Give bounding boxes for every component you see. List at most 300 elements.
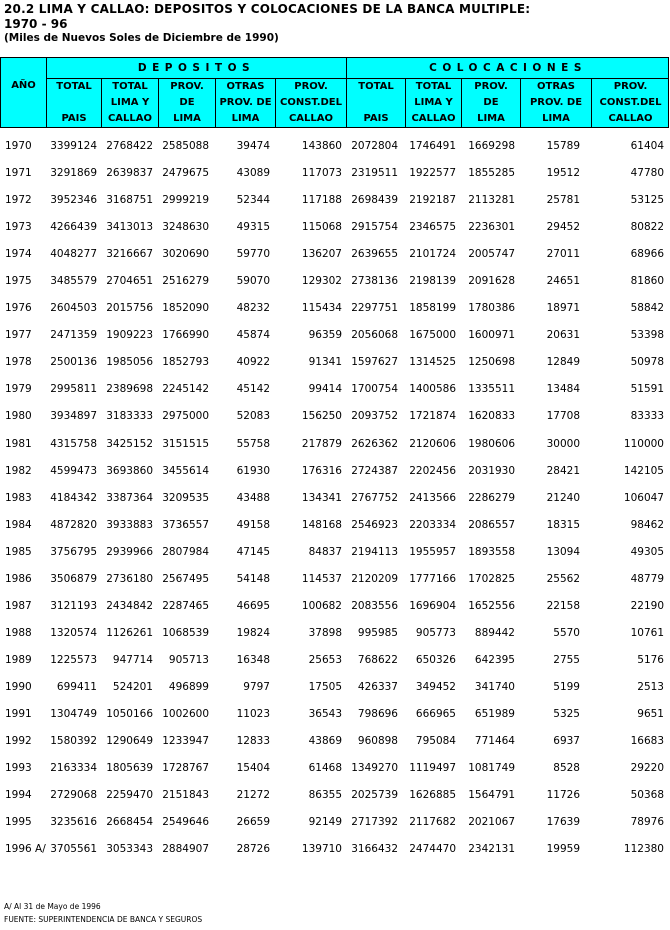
cell-dep-otras-prov: 45874 [236, 329, 270, 342]
cell-col-callao: 112380 [623, 843, 664, 856]
cell-dep-otras-prov: 48232 [236, 302, 270, 315]
year-cell: 1978 [5, 356, 32, 369]
cell-dep-otras-prov: 11023 [236, 707, 270, 720]
cell-col-total-pais: 798696 [357, 707, 398, 720]
cell-col-otras-prov: 30000 [546, 437, 580, 450]
cell-col-otras-prov: 27011 [546, 248, 580, 261]
cell-col-lima-callao: 2346575 [409, 221, 456, 234]
year-cell: 1982 [5, 464, 32, 477]
cell-col-otras-prov: 18971 [546, 302, 580, 315]
cell-col-otras-prov: 29452 [546, 221, 580, 234]
cell-col-callao: 50978 [630, 356, 664, 369]
cell-dep-total-pais: 3121193 [50, 599, 97, 612]
table-row [0, 317, 670, 344]
cell-col-callao: 61404 [630, 140, 664, 152]
table-title: 20.2 LIMA Y CALLAO: DEPOSITOS Y COLOCACIONES DE LA BANCA MULTIPLE: [4, 2, 531, 16]
cell-col-otras-prov: 13094 [546, 545, 580, 558]
year-cell: 1973 [5, 221, 32, 234]
cell-col-callao: 80822 [630, 221, 664, 234]
cell-col-callao: 16683 [630, 735, 664, 748]
year-cell: 1989 [5, 653, 32, 666]
cell-col-lima-callao: 349452 [415, 680, 456, 693]
cell-col-lima-callao: 2474470 [409, 843, 456, 856]
cell-dep-lima-callao: 2668454 [106, 816, 153, 829]
cell-dep-prov-lima: 1852793 [162, 356, 209, 369]
cell-dep-otras-prov: 49158 [236, 518, 270, 531]
cell-col-callao: 83333 [630, 410, 664, 423]
year-cell: 1985 [5, 545, 32, 558]
cell-col-total-pais: 2056068 [351, 329, 398, 342]
year-cell: 1996 A/ [5, 843, 46, 856]
cell-col-prov-lima: 889442 [474, 626, 515, 639]
cell-col-total-pais: 2297751 [351, 302, 398, 315]
cell-dep-callao: 115434 [301, 302, 342, 315]
table-row [0, 128, 670, 155]
cell-col-lima-callao: 2101724 [409, 248, 456, 261]
cell-col-otras-prov: 17708 [546, 410, 580, 423]
cell-col-prov-lima: 2286279 [468, 491, 515, 504]
cell-dep-otras-prov: 47145 [236, 545, 270, 558]
cell-col-callao: 110000 [623, 437, 664, 450]
cell-dep-lima-callao: 1985056 [106, 356, 153, 369]
cell-col-otras-prov: 25562 [546, 572, 580, 585]
year-cell: 1974 [5, 248, 32, 261]
year-cell: 1992 [5, 735, 32, 748]
cell-col-otras-prov: 20631 [546, 329, 580, 342]
cell-col-otras-prov: 28421 [546, 464, 580, 477]
cell-dep-prov-lima: 3151515 [162, 437, 209, 450]
cell-dep-total-pais: 3235616 [50, 816, 97, 829]
cell-dep-total-pais: 4048277 [50, 248, 97, 261]
cell-dep-total-pais: 3485579 [50, 275, 97, 288]
cell-dep-prov-lima: 2585088 [162, 140, 209, 152]
cell-col-total-pais: 2546923 [351, 518, 398, 531]
col-header-dep-lima-callao: TOTAL LIMA Y CALLAO [107, 81, 153, 124]
cell-col-lima-callao: 2120606 [409, 437, 456, 450]
col-header-col-callao: PROV. CONST.DEL CALLAO [599, 81, 662, 124]
header-divider [520, 78, 521, 127]
cell-col-otras-prov: 5570 [553, 626, 580, 639]
year-cell: 1976 [5, 302, 32, 315]
cell-dep-otras-prov: 46695 [236, 599, 270, 612]
cell-col-lima-callao: 650326 [415, 653, 456, 666]
cell-dep-callao: 129302 [301, 275, 342, 288]
cell-dep-lima-callao: 3933883 [106, 518, 153, 531]
cell-dep-lima-callao: 2736180 [106, 572, 153, 585]
cell-col-total-pais: 995985 [357, 626, 398, 639]
cell-dep-total-pais: 4184342 [50, 491, 97, 504]
year-cell: 1971 [5, 167, 32, 180]
cell-dep-callao: 99414 [308, 383, 342, 396]
cell-col-otras-prov: 19512 [546, 167, 580, 180]
cell-dep-prov-lima: 496899 [168, 680, 209, 693]
table-row [0, 804, 670, 831]
cell-col-total-pais: 2120209 [351, 572, 398, 585]
cell-col-otras-prov: 21240 [546, 491, 580, 504]
col-header-col-otras-prov: OTRAS PROV. DE LIMA [529, 81, 583, 124]
cell-dep-prov-lima: 2516279 [162, 275, 209, 288]
cell-col-lima-callao: 666965 [415, 707, 456, 720]
year-cell: 1993 [5, 762, 32, 775]
cell-col-lima-callao: 2203334 [409, 518, 456, 531]
col-header-col-prov-lima: PROV. DE LIMA [474, 81, 508, 124]
cell-dep-otras-prov: 28726 [236, 843, 270, 856]
cell-dep-lima-callao: 1290649 [106, 735, 153, 748]
cell-dep-total-pais: 3934897 [50, 410, 97, 423]
cell-col-lima-callao: 1119497 [409, 762, 456, 775]
source-note: FUENTE: SUPERINTENDENCIA DE BANCA Y SEGUROS [4, 915, 203, 924]
cell-dep-total-pais: 3756795 [50, 545, 97, 558]
cell-dep-otras-prov: 43089 [236, 167, 270, 180]
cell-dep-callao: 86355 [308, 789, 342, 802]
cell-col-total-pais: 1597627 [351, 356, 398, 369]
cell-dep-total-pais: 1320574 [50, 626, 97, 639]
cell-dep-otras-prov: 52083 [236, 410, 270, 423]
cell-col-callao: 58842 [630, 302, 664, 315]
cell-col-total-pais: 2698439 [351, 194, 398, 207]
header-divider [461, 78, 462, 127]
cell-dep-total-pais: 3952346 [50, 194, 97, 207]
year-cell: 1983 [5, 491, 32, 504]
table-row [0, 398, 670, 425]
cell-col-otras-prov: 11726 [546, 789, 580, 802]
cell-dep-callao: 148168 [301, 518, 342, 531]
cell-dep-prov-lima: 3248630 [162, 221, 209, 234]
cell-col-prov-lima: 1652556 [468, 599, 515, 612]
cell-dep-total-pais: 2995811 [50, 383, 97, 396]
cell-dep-callao: 117073 [301, 167, 342, 180]
cell-dep-callao: 37898 [308, 626, 342, 639]
cell-dep-callao: 156250 [301, 410, 342, 423]
cell-dep-otras-prov: 21272 [236, 789, 270, 802]
cell-col-total-pais: 2767752 [351, 491, 398, 504]
col-header-col-lima-callao: TOTAL LIMA Y CALLAO [411, 81, 456, 124]
table-row [0, 480, 670, 507]
cell-dep-prov-lima: 2479675 [162, 167, 209, 180]
table-row [0, 615, 670, 642]
cell-dep-total-pais: 4315758 [50, 437, 97, 450]
table-row [0, 371, 670, 398]
cell-col-total-pais: 2083556 [351, 599, 398, 612]
cell-dep-prov-lima: 2975000 [162, 410, 209, 423]
year-cell: 1990 [5, 680, 32, 693]
cell-dep-total-pais: 1580392 [50, 735, 97, 748]
cell-col-total-pais: 2724387 [351, 464, 398, 477]
cell-dep-lima-callao: 2639837 [106, 167, 153, 180]
cell-dep-prov-lima: 2245142 [162, 383, 209, 396]
cell-dep-prov-lima: 3736557 [162, 518, 209, 531]
cell-col-callao: 142105 [623, 464, 664, 477]
cell-dep-otras-prov: 61930 [236, 464, 270, 477]
cell-col-prov-lima: 1855285 [468, 167, 515, 180]
cell-col-otras-prov: 25781 [546, 194, 580, 207]
cell-dep-prov-lima: 1002600 [162, 707, 209, 720]
cell-col-total-pais: 2072804 [351, 140, 398, 152]
col-header-col-total-pais: TOTAL PAIS [358, 81, 394, 124]
depositos-header: DEPOSITOS [137, 62, 256, 74]
cell-col-prov-lima: 1980606 [468, 437, 515, 450]
header-divider [275, 78, 276, 127]
cell-col-otras-prov: 5199 [553, 680, 580, 693]
year-cell: 1981 [5, 437, 32, 450]
table-row [0, 263, 670, 290]
cell-col-prov-lima: 642395 [474, 653, 515, 666]
cell-col-lima-callao: 1626885 [409, 789, 456, 802]
cell-dep-otras-prov: 9797 [243, 680, 270, 693]
cell-dep-lima-callao: 3216667 [106, 248, 153, 261]
table-units: (Miles de Nuevos Soles de Diciembre de 1990) [4, 32, 279, 44]
cell-col-total-pais: 1700754 [351, 383, 398, 396]
cell-dep-prov-lima: 2884907 [162, 843, 209, 856]
cell-col-prov-lima: 771464 [474, 735, 515, 748]
cell-dep-total-pais: 2604503 [50, 302, 97, 315]
cell-col-prov-lima: 651989 [474, 707, 515, 720]
table-row [0, 696, 670, 723]
cell-col-prov-lima: 2342131 [468, 843, 515, 856]
cell-dep-prov-lima: 1068539 [162, 626, 209, 639]
cell-dep-total-pais: 1225573 [50, 653, 97, 666]
cell-dep-total-pais: 699411 [56, 680, 97, 693]
cell-dep-lima-callao: 1126261 [106, 626, 153, 639]
cell-col-lima-callao: 1777166 [409, 572, 456, 585]
cell-dep-total-pais: 2500136 [50, 356, 97, 369]
cell-col-prov-lima: 1564791 [468, 789, 515, 802]
cell-dep-otras-prov: 52344 [236, 194, 270, 207]
col-header-dep-otras-prov: OTRAS PROV. DE LIMA [219, 81, 272, 124]
cell-dep-callao: 91341 [308, 356, 342, 369]
cell-col-prov-lima: 1780386 [468, 302, 515, 315]
cell-col-lima-callao: 2413566 [409, 491, 456, 504]
cell-col-prov-lima: 2005747 [468, 248, 515, 261]
cell-col-callao: 10761 [630, 626, 664, 639]
cell-dep-total-pais: 4266439 [50, 221, 97, 234]
cell-col-total-pais: 3166432 [351, 843, 398, 856]
cell-col-total-pais: 960898 [357, 735, 398, 748]
cell-col-callao: 106047 [623, 491, 664, 504]
cell-col-callao: 53125 [630, 194, 664, 207]
cell-col-callao: 98462 [630, 518, 664, 531]
cell-dep-prov-lima: 905713 [168, 653, 209, 666]
cell-dep-otras-prov: 54148 [236, 572, 270, 585]
cell-col-prov-lima: 2021067 [468, 816, 515, 829]
cell-col-lima-callao: 795084 [415, 735, 456, 748]
cell-dep-total-pais: 1304749 [50, 707, 97, 720]
cell-dep-otras-prov: 45142 [236, 383, 270, 396]
table-row [0, 750, 670, 777]
cell-dep-prov-lima: 3209535 [162, 491, 209, 504]
cell-col-prov-lima: 2113281 [468, 194, 515, 207]
cell-col-callao: 51591 [630, 383, 664, 396]
cell-dep-otras-prov: 49315 [236, 221, 270, 234]
cell-dep-otras-prov: 16348 [236, 653, 270, 666]
col-header-dep-prov-lima: PROV. DE LIMA [170, 81, 204, 124]
cell-dep-lima-callao: 3425152 [106, 437, 153, 450]
cell-col-callao: 68966 [630, 248, 664, 261]
header-divider [215, 78, 216, 127]
table-row [0, 290, 670, 317]
cell-dep-callao: 136207 [301, 248, 342, 261]
table-row [0, 777, 670, 804]
cell-dep-lima-callao: 2389698 [106, 383, 153, 396]
cell-dep-otras-prov: 43488 [236, 491, 270, 504]
year-cell: 1986 [5, 572, 32, 585]
cell-dep-lima-callao: 1050166 [106, 707, 153, 720]
cell-dep-callao: 114537 [301, 572, 342, 585]
cell-col-total-pais: 2626362 [351, 437, 398, 450]
table-row [0, 723, 670, 750]
cell-dep-prov-lima: 2567495 [162, 572, 209, 585]
cell-col-total-pais: 768622 [357, 653, 398, 666]
cell-col-lima-callao: 905773 [415, 626, 456, 639]
cell-dep-otras-prov: 55758 [236, 437, 270, 450]
cell-col-callao: 9651 [637, 707, 664, 720]
cell-dep-lima-callao: 2434842 [106, 599, 153, 612]
cell-dep-otras-prov: 59070 [236, 275, 270, 288]
cell-dep-callao: 143860 [301, 140, 342, 152]
table-row [0, 831, 670, 858]
cell-col-prov-lima: 2091628 [468, 275, 515, 288]
cell-col-lima-callao: 1400586 [409, 383, 456, 396]
cell-col-otras-prov: 17639 [546, 816, 580, 829]
cell-col-otras-prov: 24651 [546, 275, 580, 288]
cell-col-prov-lima: 2031930 [468, 464, 515, 477]
cell-col-callao: 50368 [630, 789, 664, 802]
cell-col-callao: 49305 [630, 545, 664, 558]
cell-dep-lima-callao: 3413013 [106, 221, 153, 234]
cell-col-prov-lima: 341740 [474, 680, 515, 693]
year-cell: 1987 [5, 599, 32, 612]
header-divider [101, 78, 102, 127]
cell-dep-prov-lima: 1766990 [162, 329, 209, 342]
cell-dep-callao: 117188 [301, 194, 342, 207]
table-row [0, 453, 670, 480]
cell-col-lima-callao: 1675000 [409, 329, 456, 342]
cell-dep-prov-lima: 1233947 [162, 735, 209, 748]
cell-dep-lima-callao: 3183333 [106, 410, 153, 423]
cell-col-lima-callao: 2202456 [409, 464, 456, 477]
cell-dep-prov-lima: 2287465 [162, 599, 209, 612]
table-body [0, 128, 670, 858]
cell-col-callao: 48779 [630, 572, 664, 585]
cell-dep-otras-prov: 12833 [236, 735, 270, 748]
cell-dep-callao: 36543 [308, 707, 342, 720]
table-row [0, 588, 670, 615]
year-cell: 1995 [5, 816, 32, 829]
cell-dep-otras-prov: 39474 [236, 140, 270, 152]
cell-dep-callao: 17505 [308, 680, 342, 693]
table-period: 1970 - 96 [4, 17, 68, 31]
cell-col-total-pais: 2717392 [351, 816, 398, 829]
cell-dep-callao: 176316 [301, 464, 342, 477]
table-row [0, 642, 670, 669]
cell-dep-lima-callao: 3053343 [106, 843, 153, 856]
year-header: AÑO [11, 80, 36, 91]
cell-col-prov-lima: 1669298 [468, 140, 515, 152]
cell-dep-total-pais: 2729068 [50, 789, 97, 802]
cell-col-otras-prov: 6937 [553, 735, 580, 748]
cell-col-otras-prov: 22158 [546, 599, 580, 612]
cell-col-lima-callao: 2198139 [409, 275, 456, 288]
colocaciones-header: COLOCACIONES [429, 62, 587, 74]
table-row [0, 182, 670, 209]
cell-dep-total-pais: 3506879 [50, 572, 97, 585]
cell-dep-total-pais: 3291869 [50, 167, 97, 180]
cell-dep-otras-prov: 15404 [236, 762, 270, 775]
cell-col-prov-lima: 1702825 [468, 572, 515, 585]
cell-col-otras-prov: 18315 [546, 518, 580, 531]
year-cell: 1972 [5, 194, 32, 207]
cell-dep-total-pais: 3399124 [50, 140, 97, 152]
cell-dep-lima-callao: 2259470 [106, 789, 153, 802]
cell-col-total-pais: 1349270 [351, 762, 398, 775]
cell-dep-lima-callao: 3693860 [106, 464, 153, 477]
header-divider [405, 78, 406, 127]
cell-col-lima-callao: 2117682 [409, 816, 456, 829]
cell-dep-prov-lima: 1852090 [162, 302, 209, 315]
cell-col-otras-prov: 19959 [546, 843, 580, 856]
cell-col-callao: 2513 [637, 680, 664, 693]
cell-dep-prov-lima: 2807984 [162, 545, 209, 558]
header-divider [591, 78, 592, 127]
cell-dep-callao: 139710 [301, 843, 342, 856]
cell-dep-callao: 134341 [301, 491, 342, 504]
cell-col-lima-callao: 1858199 [409, 302, 456, 315]
year-cell: 1977 [5, 329, 32, 342]
cell-dep-prov-lima: 2151843 [162, 789, 209, 802]
cell-dep-lima-callao: 1909223 [106, 329, 153, 342]
table-row [0, 534, 670, 561]
cell-col-prov-lima: 1335511 [468, 383, 515, 396]
cell-dep-callao: 84837 [308, 545, 342, 558]
year-cell: 1979 [5, 383, 32, 396]
cell-dep-otras-prov: 59770 [236, 248, 270, 261]
cell-col-lima-callao: 1721874 [409, 410, 456, 423]
cell-col-callao: 5176 [637, 653, 664, 666]
cell-dep-total-pais: 4872820 [50, 518, 97, 531]
table-row [0, 561, 670, 588]
cell-col-total-pais: 2194113 [351, 545, 398, 558]
cell-col-otras-prov: 8528 [553, 762, 580, 775]
cell-col-prov-lima: 1620833 [468, 410, 515, 423]
year-cell: 1991 [5, 707, 32, 720]
cell-dep-callao: 43869 [308, 735, 342, 748]
cell-col-lima-callao: 1696904 [409, 599, 456, 612]
cell-col-total-pais: 426337 [357, 680, 398, 693]
table-row [0, 155, 670, 182]
cell-col-prov-lima: 2086557 [468, 518, 515, 531]
cell-dep-otras-prov: 40922 [236, 356, 270, 369]
cell-dep-otras-prov: 26659 [236, 816, 270, 829]
cell-dep-total-pais: 2471359 [50, 329, 97, 342]
cell-col-prov-lima: 1893558 [468, 545, 515, 558]
table-row [0, 426, 670, 453]
cell-col-otras-prov: 12849 [546, 356, 580, 369]
cell-dep-prov-lima: 2549646 [162, 816, 209, 829]
cell-col-total-pais: 2915754 [351, 221, 398, 234]
cell-col-lima-callao: 1314525 [409, 356, 456, 369]
cell-dep-prov-lima: 2999219 [162, 194, 209, 207]
cell-dep-callao: 217879 [301, 437, 342, 450]
cell-dep-lima-callao: 524201 [112, 680, 153, 693]
cell-dep-total-pais: 3705561 [50, 843, 97, 856]
cell-dep-lima-callao: 2015756 [106, 302, 153, 315]
cell-dep-callao: 92149 [308, 816, 342, 829]
cell-dep-prov-lima: 3020690 [162, 248, 209, 261]
cell-col-callao: 53398 [630, 329, 664, 342]
cell-col-total-pais: 2025739 [351, 789, 398, 802]
cell-dep-otras-prov: 19824 [236, 626, 270, 639]
cell-dep-total-pais: 2163334 [50, 762, 97, 775]
